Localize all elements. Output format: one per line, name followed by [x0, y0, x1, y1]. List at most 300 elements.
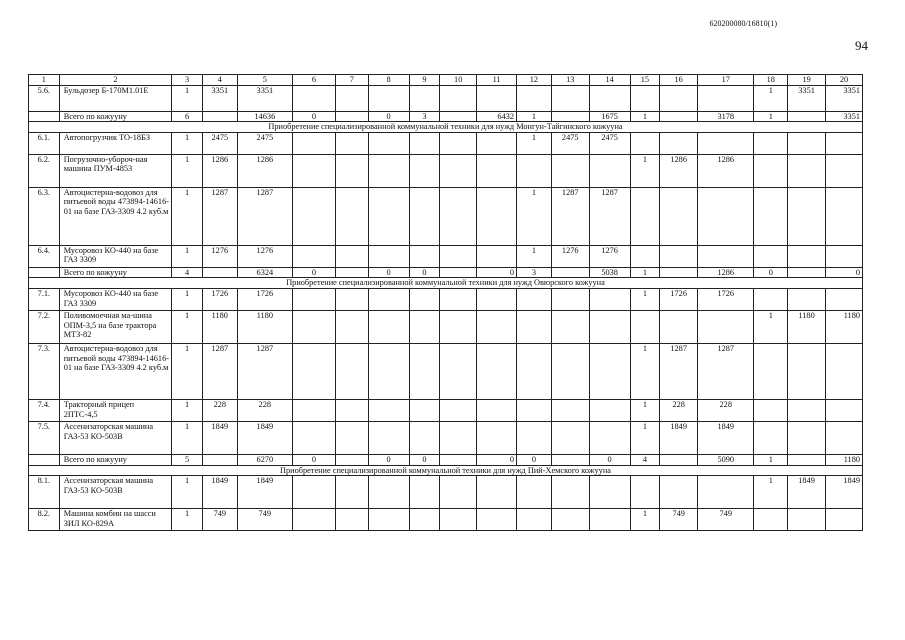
table-cell: 0 [409, 267, 440, 278]
table-cell [754, 132, 788, 154]
table-cell [826, 343, 863, 399]
table-cell: 1849 [237, 476, 292, 509]
table-cell: 3 [409, 111, 440, 122]
subtotal-row [29, 111, 863, 122]
table-cell: 1 [172, 421, 203, 454]
table-cell [551, 476, 589, 509]
table-cell [551, 154, 589, 187]
table-cell [335, 267, 368, 278]
table-cell [440, 476, 477, 509]
table-cell [440, 245, 477, 267]
table-cell [292, 509, 335, 531]
table-cell [589, 288, 630, 310]
table-cell [409, 399, 440, 421]
subtotal-row [29, 454, 863, 465]
table-row [29, 509, 863, 531]
table-cell: 2475 [551, 132, 589, 154]
table-cell [440, 509, 477, 531]
table-cell [826, 509, 863, 531]
table-cell: 1675 [589, 111, 630, 122]
table-cell [477, 187, 517, 245]
table-cell [409, 154, 440, 187]
table-row [29, 154, 863, 187]
table-cell: 1287 [551, 187, 589, 245]
column-number: 12 [517, 75, 552, 86]
table-cell: 0 [292, 111, 335, 122]
table-cell [826, 132, 863, 154]
table-cell: 1 [172, 245, 203, 267]
table-cell: 6270 [237, 454, 292, 465]
table-cell: 3351 [202, 85, 237, 111]
table-cell [551, 399, 589, 421]
table-cell: 1 [754, 111, 788, 122]
table-cell [335, 343, 368, 399]
table-cell: 1 [630, 154, 660, 187]
column-number: 1 [29, 75, 60, 86]
table-cell: 1286 [698, 154, 754, 187]
table-cell [589, 154, 630, 187]
column-number: 20 [826, 75, 863, 86]
table-cell: 1 [630, 267, 660, 278]
table-cell [440, 454, 477, 465]
table-cell: 1 [172, 154, 203, 187]
table-cell [335, 476, 368, 509]
table-cell: 1 [172, 343, 203, 399]
table-cell: 4 [172, 267, 203, 278]
table-cell [409, 85, 440, 111]
table-cell [589, 509, 630, 531]
table-cell [409, 421, 440, 454]
table-cell: 1 [630, 111, 660, 122]
table-cell: 1180 [237, 310, 292, 343]
table-cell [517, 288, 552, 310]
table-cell [292, 154, 335, 187]
table-cell: 6324 [237, 267, 292, 278]
table-cell: 1287 [660, 343, 698, 399]
column-number: 8 [368, 75, 409, 86]
table-row [29, 187, 863, 245]
table-cell [292, 245, 335, 267]
table-cell [788, 132, 826, 154]
column-number: 11 [477, 75, 517, 86]
table-cell [477, 310, 517, 343]
table-cell [440, 288, 477, 310]
table-cell: 1287 [589, 187, 630, 245]
table-cell: 1 [172, 132, 203, 154]
table-cell: 228 [237, 399, 292, 421]
table-cell: 228 [698, 399, 754, 421]
row-number: 6.4. [29, 245, 60, 267]
table-cell [335, 399, 368, 421]
table-cell [409, 132, 440, 154]
table-cell [292, 132, 335, 154]
item-name: Автоцистерна-водовоз для питьевой воды 473894-14616-01 на базе ГАЗ-3309 4.2 куб.м [59, 343, 172, 399]
column-number: 15 [630, 75, 660, 86]
table-cell [335, 421, 368, 454]
table-cell [698, 187, 754, 245]
table-cell: 1 [754, 310, 788, 343]
column-number: 10 [440, 75, 477, 86]
table-cell [409, 476, 440, 509]
table-cell: 1 [172, 476, 203, 509]
table-cell [292, 187, 335, 245]
table-cell [368, 187, 409, 245]
table-cell [754, 154, 788, 187]
row-number: 7.1. [29, 288, 60, 310]
table-cell [335, 288, 368, 310]
item-name: Мусоровоз КО-440 на базе ГАЗ 3309 [59, 245, 172, 267]
table-cell [292, 288, 335, 310]
column-number: 6 [292, 75, 335, 86]
table-cell: 1286 [202, 154, 237, 187]
table-cell [589, 476, 630, 509]
table-row [29, 310, 863, 343]
table-cell: 2475 [589, 132, 630, 154]
table-cell: 5038 [589, 267, 630, 278]
table-cell [517, 476, 552, 509]
column-number: 18 [754, 75, 788, 86]
table-cell: 3351 [826, 111, 863, 122]
table-cell: 749 [698, 509, 754, 531]
table-cell: 1 [517, 132, 552, 154]
row-number: 8.1. [29, 476, 60, 509]
table-cell: 3178 [698, 111, 754, 122]
row-number [29, 267, 60, 278]
table-cell [292, 476, 335, 509]
table-cell [440, 132, 477, 154]
item-name: Ассенизаторская машина ГАЗ-53 КО-503В [59, 421, 172, 454]
table-cell [409, 343, 440, 399]
table-cell: 2475 [202, 132, 237, 154]
row-number: 6.3. [29, 187, 60, 245]
table-cell: 1 [630, 288, 660, 310]
table-row [29, 343, 863, 399]
column-number: 13 [551, 75, 589, 86]
table-cell [368, 245, 409, 267]
table-cell [440, 187, 477, 245]
equipment-table [28, 74, 863, 531]
table-cell [788, 399, 826, 421]
column-number: 19 [788, 75, 826, 86]
table-cell [660, 310, 698, 343]
table-cell: 1286 [660, 154, 698, 187]
table-cell: 1287 [237, 187, 292, 245]
table-cell [660, 111, 698, 122]
table-cell [517, 399, 552, 421]
table-cell [630, 132, 660, 154]
table-cell [660, 245, 698, 267]
table-cell: 1 [172, 399, 203, 421]
table-cell [292, 310, 335, 343]
table-cell [517, 310, 552, 343]
table-cell: 6432 [477, 111, 517, 122]
table-cell [826, 154, 863, 187]
table-cell [754, 245, 788, 267]
table-row [29, 476, 863, 509]
table-cell [754, 187, 788, 245]
table-cell: 1 [517, 187, 552, 245]
table-cell [335, 111, 368, 122]
table-cell: 0 [589, 454, 630, 465]
table-cell [551, 267, 589, 278]
table-cell: 1 [172, 288, 203, 310]
table-cell [477, 154, 517, 187]
item-name: Мусоровоз КО-440 на базе ГАЗ 3309 [59, 288, 172, 310]
table-cell: 1 [172, 85, 203, 111]
item-name: Всего по кожууну [59, 454, 172, 465]
table-cell: 1726 [202, 288, 237, 310]
table-cell [477, 245, 517, 267]
table-cell [477, 399, 517, 421]
table-cell [409, 245, 440, 267]
page-number: 94 [855, 38, 868, 53]
table-cell [202, 454, 237, 465]
table-cell [335, 245, 368, 267]
table-cell [826, 399, 863, 421]
table-cell [660, 476, 698, 509]
table-cell: 749 [660, 509, 698, 531]
table-cell [551, 111, 589, 122]
table-cell [788, 421, 826, 454]
row-number [29, 454, 60, 465]
table-cell: 1 [172, 187, 203, 245]
table-cell [368, 310, 409, 343]
table-cell [589, 85, 630, 111]
table-cell [368, 421, 409, 454]
table-row [29, 288, 863, 310]
table-cell [335, 310, 368, 343]
table-cell: 1726 [660, 288, 698, 310]
table-row [29, 399, 863, 421]
table-cell [788, 154, 826, 187]
row-number: 7.3. [29, 343, 60, 399]
table-cell: 1287 [237, 343, 292, 399]
table-cell [589, 421, 630, 454]
item-name: Тракторный прицеп 2ПТС-4,5 [59, 399, 172, 421]
table-cell [477, 288, 517, 310]
table-cell [788, 288, 826, 310]
table-cell [754, 421, 788, 454]
table-cell: 0 [477, 267, 517, 278]
table-cell [788, 245, 826, 267]
table-cell [409, 288, 440, 310]
table-cell: 3 [517, 267, 552, 278]
table-cell: 5090 [698, 454, 754, 465]
table-cell [826, 421, 863, 454]
table-cell [826, 187, 863, 245]
table-cell: 1 [517, 111, 552, 122]
table-cell [698, 310, 754, 343]
table-cell [335, 509, 368, 531]
table-cell: 14636 [237, 111, 292, 122]
table-cell [202, 267, 237, 278]
row-number: 7.4. [29, 399, 60, 421]
table-cell [788, 454, 826, 465]
table-cell: 1276 [589, 245, 630, 267]
table-cell [551, 85, 589, 111]
table-cell [409, 310, 440, 343]
table-cell [630, 85, 660, 111]
item-name: Всего по кожууну [59, 267, 172, 278]
table-cell: 0 [368, 267, 409, 278]
table-cell [788, 187, 826, 245]
table-cell: 749 [202, 509, 237, 531]
table-cell: 3351 [237, 85, 292, 111]
table-cell: 0 [477, 454, 517, 465]
table-cell: 1 [172, 310, 203, 343]
table-cell: 1276 [202, 245, 237, 267]
table-cell [589, 399, 630, 421]
table-cell [368, 399, 409, 421]
table-cell: 1276 [551, 245, 589, 267]
table-cell [292, 343, 335, 399]
column-number: 5 [237, 75, 292, 86]
table-cell [368, 132, 409, 154]
table-cell [660, 85, 698, 111]
table-cell: 1 [172, 509, 203, 531]
table-cell [292, 421, 335, 454]
table-cell [440, 267, 477, 278]
table-cell: 0 [368, 111, 409, 122]
table-cell [589, 310, 630, 343]
table-cell [551, 343, 589, 399]
table-cell [368, 509, 409, 531]
item-name: Всего по кожууну [59, 111, 172, 122]
table-cell [409, 509, 440, 531]
column-number: 3 [172, 75, 203, 86]
table-cell: 1180 [826, 310, 863, 343]
table-cell [551, 310, 589, 343]
table-cell [477, 343, 517, 399]
table-cell [477, 132, 517, 154]
table-cell [368, 85, 409, 111]
document-id: 620200080/16810(1) [709, 19, 777, 28]
table-cell [440, 111, 477, 122]
table-cell: 1849 [698, 421, 754, 454]
table-cell [660, 132, 698, 154]
table-cell: 1 [630, 421, 660, 454]
table-cell: 1287 [202, 343, 237, 399]
table-cell [630, 245, 660, 267]
table-cell [517, 421, 552, 454]
table-cell [368, 288, 409, 310]
row-number: 7.2. [29, 310, 60, 343]
table-cell: 5 [172, 454, 203, 465]
table-cell: 228 [202, 399, 237, 421]
table-cell: 1180 [788, 310, 826, 343]
table-cell: 0 [292, 267, 335, 278]
table-cell: 1 [630, 343, 660, 399]
table-cell: 4 [630, 454, 660, 465]
table-cell: 1 [630, 509, 660, 531]
column-number: 17 [698, 75, 754, 86]
table-cell [517, 85, 552, 111]
table-cell: 0 [826, 267, 863, 278]
row-number: 5.6. [29, 85, 60, 111]
item-name: Поливомоечная ма-шина ОПМ-3,5 на базе трактора МТЗ-82 [59, 310, 172, 343]
table-cell: 6 [172, 111, 203, 122]
table-cell: 1849 [826, 476, 863, 509]
table-cell [440, 421, 477, 454]
item-name: Бульдозер Б-170М1.01Е [59, 85, 172, 111]
column-number: 14 [589, 75, 630, 86]
table-cell: 1849 [237, 421, 292, 454]
column-number: 9 [409, 75, 440, 86]
table-cell: 0 [409, 454, 440, 465]
table-cell: 0 [368, 454, 409, 465]
table-cell: 1286 [698, 267, 754, 278]
table-cell [368, 476, 409, 509]
table-cell: 0 [754, 267, 788, 278]
table-cell: 228 [660, 399, 698, 421]
table-cell: 1 [517, 245, 552, 267]
table-cell: 0 [292, 454, 335, 465]
table-cell [517, 154, 552, 187]
row-number [29, 111, 60, 122]
table-cell: 1849 [202, 476, 237, 509]
table-cell [335, 132, 368, 154]
table-cell [826, 288, 863, 310]
table-cell [788, 267, 826, 278]
table-cell [440, 343, 477, 399]
table-cell: 3351 [826, 85, 863, 111]
table-cell [368, 154, 409, 187]
row-number: 7.5. [29, 421, 60, 454]
table-cell [517, 509, 552, 531]
table-cell [754, 399, 788, 421]
table-cell [551, 421, 589, 454]
table-cell [202, 111, 237, 122]
section-heading: Приобретение специализированной коммунальной техники для нужд Пий-Хемского кожууна [29, 465, 863, 476]
table-cell [551, 509, 589, 531]
table-row [29, 245, 863, 267]
table-row [29, 421, 863, 454]
column-number-row [29, 75, 863, 86]
table-cell [440, 399, 477, 421]
table-cell: 1849 [202, 421, 237, 454]
table-cell [630, 187, 660, 245]
table-cell [826, 245, 863, 267]
section-heading-row [29, 278, 863, 289]
table-cell [551, 288, 589, 310]
table-cell [477, 509, 517, 531]
table-cell [660, 187, 698, 245]
table-cell [698, 85, 754, 111]
table-cell [698, 245, 754, 267]
table-cell [660, 454, 698, 465]
item-name: Автоцистерна-водовоз для питьевой воды 473894-14616-01 на базе ГАЗ-3309 4.2 куб.м [59, 187, 172, 245]
table-cell: 749 [237, 509, 292, 531]
table-cell [788, 111, 826, 122]
table-cell: 2475 [237, 132, 292, 154]
table-cell: 1 [630, 399, 660, 421]
table-cell [409, 187, 440, 245]
table-row [29, 85, 863, 111]
table-cell: 1849 [788, 476, 826, 509]
section-heading: Приобретение специализированной коммунальной техники для нужд Овюрского кожууна [29, 278, 863, 289]
table-row [29, 132, 863, 154]
table-cell [517, 343, 552, 399]
table-cell [698, 132, 754, 154]
table-cell [440, 310, 477, 343]
table-cell [754, 509, 788, 531]
table-cell: 1276 [237, 245, 292, 267]
table-cell: 1286 [237, 154, 292, 187]
row-number: 8.2. [29, 509, 60, 531]
row-number: 6.1. [29, 132, 60, 154]
section-heading-row [29, 122, 863, 133]
column-number: 4 [202, 75, 237, 86]
